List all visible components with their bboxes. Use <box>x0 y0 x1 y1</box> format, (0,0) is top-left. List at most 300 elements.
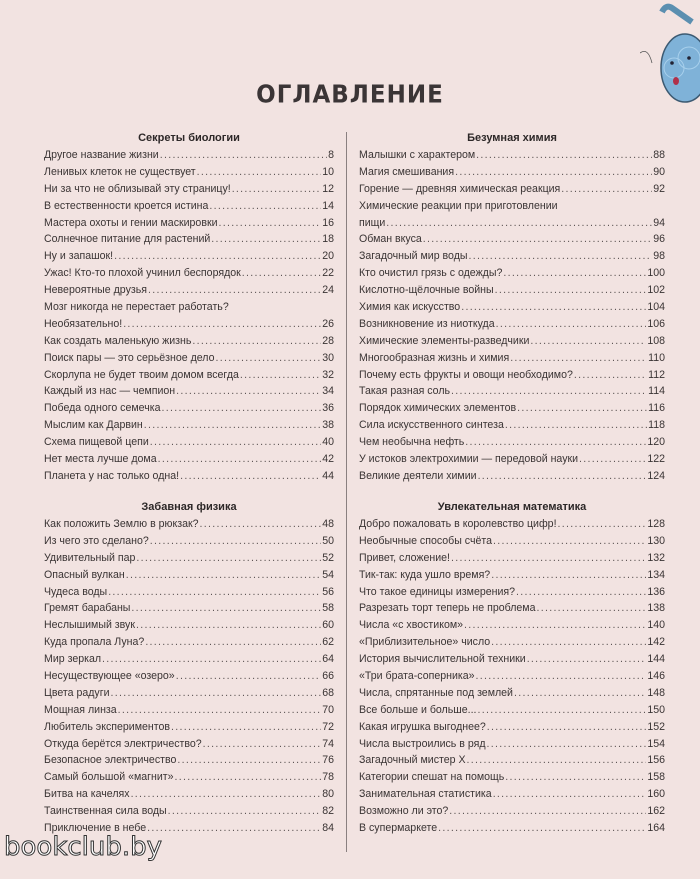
toc-entry[interactable] <box>44 533 334 550</box>
page-number: 80 <box>322 788 334 801</box>
entry-title: Гремят барабаны <box>44 602 131 615</box>
dot-leader <box>574 367 647 384</box>
page-number: 16 <box>322 216 334 229</box>
entry-title: Добро пожаловать в королевство цифр! <box>359 517 557 530</box>
page-number: 134 <box>647 568 665 581</box>
toc-entry[interactable] <box>359 617 665 634</box>
page-number: 94 <box>653 216 665 229</box>
entry-title: Ну и запашок! <box>44 250 114 263</box>
entry-title: Самый большой «магнит» <box>44 771 174 784</box>
dot-leader <box>469 248 653 265</box>
toc-entry[interactable] <box>44 417 334 434</box>
toc-entry[interactable] <box>359 685 665 702</box>
toc-entry[interactable] <box>359 719 665 736</box>
page-number: 74 <box>322 737 334 750</box>
toc-entry[interactable] <box>44 803 334 820</box>
toc-entry[interactable] <box>44 600 334 617</box>
dot-leader <box>464 617 646 634</box>
page-number: 12 <box>322 182 334 195</box>
toc-entry[interactable] <box>359 400 665 417</box>
page-number: 34 <box>322 385 334 398</box>
page-number: 136 <box>647 585 665 598</box>
entry-title: Мастера охоты и гении маскировки <box>44 216 218 229</box>
toc-entry[interactable] <box>359 164 665 181</box>
dot-leader <box>176 383 321 400</box>
dot-leader <box>160 147 327 164</box>
entry-title: Ни за что не облизывай эту страницу! <box>44 182 231 195</box>
entry-title: Обман вкуса <box>359 233 422 246</box>
page-number: 152 <box>647 720 665 733</box>
entry-title: Как создать маленькую жизнь <box>44 334 192 347</box>
toc-entry[interactable] <box>44 248 334 265</box>
entry-title: Любитель экспериментов <box>44 720 170 733</box>
dot-leader <box>423 231 652 248</box>
entry-title: Необычные способы счёта <box>359 534 493 547</box>
dot-leader <box>561 181 652 198</box>
toc-entry[interactable] <box>44 468 334 485</box>
page-number: 158 <box>647 771 665 784</box>
toc-entry[interactable] <box>359 198 665 232</box>
entry-title: Многообразная жизнь и химия <box>359 351 510 364</box>
section-physics <box>44 498 334 837</box>
dot-leader <box>530 333 646 350</box>
toc-entry[interactable] <box>44 786 334 803</box>
page-number: 124 <box>647 469 665 482</box>
dot-leader <box>131 786 322 803</box>
page-number: 62 <box>322 636 334 649</box>
dot-leader <box>527 651 647 668</box>
toc-entry[interactable] <box>44 736 334 753</box>
toc-entry[interactable] <box>359 434 665 451</box>
page-number: 18 <box>322 233 334 246</box>
toc-entry[interactable] <box>44 147 334 164</box>
toc-entry[interactable] <box>359 248 665 265</box>
page-number: 72 <box>322 720 334 733</box>
entry-title: Ужас! Кто-то плохой учинил беспорядок <box>44 267 241 280</box>
page-number: 52 <box>322 551 334 564</box>
dot-leader <box>102 651 321 668</box>
toc-entry[interactable] <box>359 367 665 384</box>
page-number: 106 <box>647 317 665 330</box>
page-number: 60 <box>322 619 334 632</box>
page-number: 78 <box>322 771 334 784</box>
entry-title: Неслышимый звук <box>44 619 135 632</box>
entry-title: Категории спешат на помощь <box>359 771 505 784</box>
section-title: Увлекательная математика <box>437 501 587 513</box>
toc-entry[interactable] <box>44 752 334 769</box>
dot-leader <box>180 468 321 485</box>
entry-title: Чем необычна нефть <box>359 436 465 449</box>
dot-leader <box>536 600 646 617</box>
section-title: Секреты биологии <box>138 132 240 144</box>
toc-entry[interactable] <box>44 685 334 702</box>
page-number: 114 <box>648 385 665 398</box>
toc-entry[interactable] <box>44 719 334 736</box>
mascot-illustration <box>640 0 700 130</box>
dot-leader <box>148 282 321 299</box>
entry-title: Кто очистил грязь с одежды? <box>359 267 503 280</box>
dot-leader <box>505 769 646 786</box>
page-number: 154 <box>647 737 665 750</box>
page-number: 82 <box>322 805 334 818</box>
toc-entry[interactable] <box>44 634 334 651</box>
page-number: 132 <box>647 551 665 564</box>
toc-entry[interactable] <box>359 803 665 820</box>
dot-leader <box>465 434 646 451</box>
entry-title: Необязательно! <box>44 317 123 330</box>
entry-title: Великие деятели химии <box>359 469 477 482</box>
entry-title: Химия как искусство <box>359 301 461 314</box>
page-number: 90 <box>653 165 665 178</box>
dot-leader <box>476 147 652 164</box>
toc-entry[interactable] <box>359 634 665 651</box>
toc-entry[interactable] <box>44 181 334 198</box>
page-number: 70 <box>322 703 334 716</box>
entry-title: Несуществующее «озеро» <box>44 670 175 682</box>
entry-title: «Три брата-соперника» <box>359 670 475 682</box>
dot-leader <box>219 215 322 232</box>
toc-entry[interactable] <box>44 702 334 719</box>
dot-leader <box>168 803 322 820</box>
dot-leader <box>514 685 646 702</box>
entry-title: Цвета радуги <box>44 686 110 699</box>
page-number: 76 <box>322 754 334 767</box>
dot-leader <box>510 350 647 367</box>
page-number: 8 <box>328 148 334 161</box>
toc-entry[interactable] <box>44 333 334 350</box>
toc-entry[interactable] <box>359 550 665 567</box>
dot-leader <box>126 567 321 584</box>
entry-title: Удивительный пар <box>44 551 136 564</box>
dot-leader <box>144 417 321 434</box>
dot-leader <box>158 451 322 468</box>
entry-title: Мощная линза <box>44 703 117 716</box>
toc-entry[interactable] <box>44 567 334 584</box>
dot-leader <box>386 215 652 232</box>
toc-entry[interactable] <box>359 702 665 719</box>
page-number: 20 <box>322 250 334 263</box>
toc-entry[interactable] <box>359 516 665 533</box>
entry-title: Схема пищевой цепи <box>44 436 149 449</box>
page-number: 48 <box>322 517 334 530</box>
toc-entry[interactable] <box>359 417 665 434</box>
dot-leader <box>171 719 321 736</box>
toc-entry[interactable] <box>359 468 665 485</box>
dot-leader <box>493 786 647 803</box>
toc-entry[interactable] <box>44 198 334 215</box>
page-number: 110 <box>648 351 665 364</box>
toc-entry[interactable] <box>359 333 665 350</box>
entry-title: Откуда берётся электричество? <box>44 737 202 750</box>
page-number: 156 <box>647 754 665 767</box>
toc-entry[interactable] <box>44 451 334 468</box>
dot-leader <box>145 634 321 651</box>
entry-title: Такая разная соль <box>359 385 451 398</box>
page-number: 128 <box>647 517 665 530</box>
entry-title: Сила искусственного синтеза <box>359 419 504 432</box>
page-number: 160 <box>647 788 665 801</box>
dot-leader <box>176 668 321 685</box>
toc-entry[interactable] <box>44 282 334 299</box>
dot-leader <box>503 265 646 282</box>
page-number: 144 <box>647 653 665 666</box>
page-number: 118 <box>648 419 665 432</box>
dot-leader <box>516 584 646 601</box>
entry-title: Ленивых клеток не существует <box>44 165 196 178</box>
page-number: 120 <box>647 436 665 449</box>
dot-leader <box>150 533 321 550</box>
entry-title: «Приблизительное» число <box>359 636 491 649</box>
entry-title: Химические реакции при приготовлении <box>359 199 558 212</box>
page-number: 138 <box>647 602 665 615</box>
page-number: 92 <box>653 182 665 195</box>
toc-entry[interactable] <box>359 299 665 316</box>
toc-entry[interactable] <box>359 282 665 299</box>
entry-title: В естественности кроется истина <box>44 199 209 212</box>
toc-entry[interactable] <box>44 617 334 634</box>
dot-leader <box>136 617 321 634</box>
page-number: 68 <box>322 686 334 699</box>
entry-title: Что такое единицы измерения? <box>359 585 516 598</box>
entry-title: Порядок химических элементов <box>359 402 517 415</box>
toc-entry[interactable] <box>359 350 665 367</box>
toc-entry[interactable] <box>359 736 665 753</box>
page-number: 162 <box>647 805 665 818</box>
toc-entry[interactable] <box>44 668 334 685</box>
dot-leader <box>505 417 647 434</box>
entry-title: Как положить Землю в рюкзак? <box>44 517 199 530</box>
entry-title: Планета у нас только одна! <box>44 469 180 482</box>
page-number: 28 <box>322 334 334 347</box>
entry-title: Битва на качелях <box>44 788 130 801</box>
toc-entry[interactable] <box>359 231 665 248</box>
page-number: 88 <box>653 148 665 161</box>
dot-leader <box>177 752 321 769</box>
section-title: Забавная физика <box>141 501 237 513</box>
entry-title: Таинственная сила воды <box>44 805 167 818</box>
entry-title: Какая игрушка выгоднее? <box>359 720 486 733</box>
dot-leader <box>478 468 647 485</box>
entry-title: Почему есть фрукты и овощи необходимо? <box>359 368 573 381</box>
page-number: 32 <box>322 368 334 381</box>
page-number: 10 <box>322 165 334 178</box>
entry-title: Все больше и больше... <box>359 703 477 716</box>
page-number: 40 <box>322 436 334 449</box>
page-number: 26 <box>322 317 334 330</box>
page-number: 22 <box>322 267 334 280</box>
toc-entry[interactable] <box>44 550 334 567</box>
entry-title: Победа одного семечка <box>44 402 161 415</box>
entry-title: Чудеса воды <box>44 585 108 598</box>
dot-leader <box>240 367 321 384</box>
toc-entry[interactable] <box>359 786 665 803</box>
toc-entry[interactable] <box>44 265 334 282</box>
dot-leader <box>496 316 647 333</box>
dot-leader <box>491 567 646 584</box>
watermark: bookclub.by <box>4 832 163 862</box>
page-number: 142 <box>647 636 665 649</box>
toc-entry[interactable] <box>359 584 665 601</box>
entry-title: Числа выстроились в ряд <box>359 737 486 750</box>
page-number: 108 <box>647 334 665 347</box>
dot-leader <box>493 533 646 550</box>
page-number: 130 <box>647 534 665 547</box>
dot-leader <box>517 400 647 417</box>
entry-title: Скорлупа не будет твоим домом всегда <box>44 368 239 381</box>
toc-entry[interactable] <box>44 164 334 181</box>
toc-entry[interactable] <box>359 316 665 333</box>
dot-leader <box>232 181 322 198</box>
page-number: 54 <box>322 568 334 581</box>
page-number: 30 <box>322 351 334 364</box>
dot-leader <box>211 231 321 248</box>
page-number: 102 <box>647 284 665 297</box>
entry-title: Числа, спрятанные под землей <box>359 686 513 699</box>
toc-entry[interactable] <box>359 769 665 786</box>
entry-title: Куда пропала Луна? <box>44 636 145 649</box>
dot-leader <box>451 550 646 567</box>
toc-entry[interactable] <box>44 769 334 786</box>
toc-entry[interactable] <box>44 367 334 384</box>
entry-title: Загадочный мир воды <box>359 250 468 263</box>
page-number: 98 <box>653 250 665 263</box>
entry-title: Возникновение из ниоткуда <box>359 317 495 330</box>
page-number: 50 <box>322 534 334 547</box>
dot-leader <box>123 316 321 333</box>
entry-title: Каждый из нас — чемпион <box>44 385 176 398</box>
page-number: 24 <box>322 284 334 297</box>
toc-entry[interactable] <box>359 533 665 550</box>
section-biology <box>44 129 334 485</box>
toc-entry[interactable] <box>44 215 334 232</box>
page-number: 150 <box>647 703 665 716</box>
toc-entry[interactable] <box>44 299 334 333</box>
toc-entry[interactable] <box>359 451 665 468</box>
toc-entry[interactable] <box>44 434 334 451</box>
toc-entry[interactable] <box>44 400 334 417</box>
dot-leader <box>461 299 646 316</box>
entry-title: Горение — древняя химическая реакция <box>359 182 561 195</box>
entry-title: Другое название жизни <box>44 148 159 161</box>
toc-entry[interactable] <box>44 584 334 601</box>
toc-entry[interactable] <box>359 383 665 400</box>
dot-leader <box>118 702 322 719</box>
dot-leader <box>131 600 321 617</box>
page-number: 96 <box>653 233 665 246</box>
dot-leader <box>455 164 652 181</box>
entry-title: В супермаркете <box>359 822 438 835</box>
dot-leader <box>136 550 321 567</box>
toc-entry[interactable] <box>359 181 665 198</box>
entry-title: Мир зеркал <box>44 653 102 666</box>
page-number: 14 <box>322 199 334 212</box>
entry-title: пищи <box>359 216 386 229</box>
entry-title: Приключение в небе <box>44 822 147 835</box>
page-number: 44 <box>322 469 334 482</box>
entry-title: Тик-так: куда ушло время? <box>359 568 491 581</box>
entry-title: Занимательная статистика <box>359 788 492 801</box>
page-number: 140 <box>647 619 665 632</box>
dot-leader <box>147 820 321 837</box>
dot-leader <box>558 516 647 533</box>
toc-entry[interactable] <box>359 820 665 837</box>
entry-title: Мыслим как Дарвин <box>44 419 143 432</box>
dot-leader <box>579 451 646 468</box>
page-number: 66 <box>322 670 334 682</box>
page-number: 64 <box>322 653 334 666</box>
page-number: 122 <box>647 453 665 466</box>
dot-leader <box>477 702 646 719</box>
entry-title: Опасный вулкан <box>44 568 125 581</box>
entry-title: Разрезать торт теперь не проблема <box>359 602 536 615</box>
page-number: 164 <box>647 822 665 835</box>
page-number: 104 <box>647 301 665 314</box>
entry-title: Загадочный мистер Х <box>359 754 466 767</box>
dot-leader <box>449 803 646 820</box>
page-number: 116 <box>648 402 665 415</box>
section-chemistry <box>359 129 665 485</box>
entry-title: Поиск пары — это серьёзное дело <box>44 351 215 364</box>
dot-leader <box>209 198 321 215</box>
dot-leader <box>200 516 322 533</box>
dot-leader <box>467 752 647 769</box>
toc-entry[interactable] <box>359 651 665 668</box>
dot-leader <box>197 164 322 181</box>
page-title: ОГЛАВЛЕНИЕ <box>256 80 444 110</box>
dot-leader <box>476 668 647 685</box>
section-math <box>359 498 665 837</box>
entry-title: Невероятные друзья <box>44 284 147 297</box>
toc-entry[interactable] <box>359 752 665 769</box>
entry-title: Из чего это сделано? <box>44 534 149 547</box>
entry-title: Привет, сложение! <box>359 551 450 564</box>
toc-entry[interactable] <box>44 516 334 533</box>
dot-leader <box>175 769 322 786</box>
toc-entry[interactable] <box>359 147 665 164</box>
entry-title: Магия смешивания <box>359 165 455 178</box>
dot-leader <box>161 400 321 417</box>
dot-leader <box>150 434 321 451</box>
dot-leader <box>438 820 646 837</box>
dot-leader <box>192 333 321 350</box>
page-number: 58 <box>322 602 334 615</box>
page-number: 100 <box>647 267 665 280</box>
toc-entry[interactable] <box>359 567 665 584</box>
toc-entry[interactable] <box>359 600 665 617</box>
page-number: 84 <box>322 822 334 835</box>
entry-title: Числа «с хвостиком» <box>359 619 464 632</box>
entry-title: Солнечное питание для растений <box>44 233 211 246</box>
toc-entry[interactable] <box>44 651 334 668</box>
toc-entry[interactable] <box>44 231 334 248</box>
page-number: 112 <box>648 368 665 381</box>
dot-leader <box>216 350 322 367</box>
dot-leader <box>495 282 647 299</box>
dot-leader <box>487 736 647 753</box>
toc-entry[interactable] <box>359 668 665 685</box>
dot-leader <box>491 634 646 651</box>
entry-title: Нет места лучше дома <box>44 453 157 466</box>
toc-entry[interactable] <box>44 350 334 367</box>
toc-entry[interactable] <box>44 383 334 400</box>
toc-entry[interactable] <box>359 265 665 282</box>
entry-title: Возможно ли это? <box>359 805 449 818</box>
section-title: Безумная химия <box>467 132 557 144</box>
entry-title: История вычислительной техники <box>359 653 526 666</box>
entry-title: Химические элементы-разведчики <box>359 334 530 347</box>
column-divider <box>346 132 347 852</box>
entry-title: Малышки с характером <box>359 148 476 161</box>
